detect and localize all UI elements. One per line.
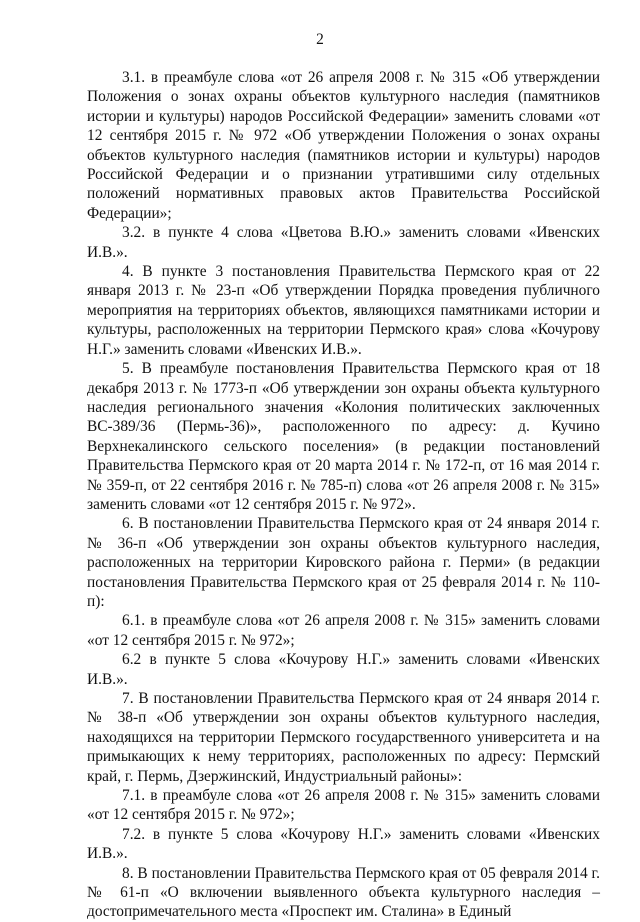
paragraph-5: 5. В преамбуле постановления Правительства Пермского края от 18 декабря 2013 г. № 1773-п «Об утверждении зон охраны объекта культурного наследия регионального значения «Колония политических заключенных ВС-389/36 (Пермь-36)», расположенного по адресу: д. Кучино Верхнекалинского сельского поселения» (в редакции постановлений Правительства Пермского края от 20 марта 2014 г. № 172-п, от 16 мая 2014 г. № 359-п, от 22 сентября 2016 г. № 785-п) слова «от 26 апреля 2008 г. № 315» заменить словами «от 12 сентября 2015 г. № 972».: [87, 360, 600, 513]
paragraph-7-2: 7.2. в пункте 5 слова «Кочурову Н.Г.» заменить словами «Ивенских И.В.».: [87, 825, 600, 863]
page-number: 2: [316, 31, 324, 48]
paragraph-6-2: 6.2 в пункте 5 слова «Кочурову Н.Г.» заменить словами «Ивенских И.В.».: [87, 651, 600, 688]
document-body: [87, 68, 600, 922]
paragraph-7: 7. В постановлении Правительства Пермского края от 24 января 2014 г. № 38-п «Об утверждении зон охраны объектов культурного наследия, находящихся на территории Пермского государственного университета и на примыкающих к нему территориях, расположенных по адресу: Пермский край, г. Пермь, Дзержинский, Индустриальный районы»:: [87, 690, 600, 785]
paragraph-4: 4. В пункте 3 постановления Правительства Пермского края от 22 января 2013 г. № 23-п «Об утверждении Порядка проведения публичного мероприятия на территориях объектов, являющихся памятниками истории и культуры, расположенных на территории Пермского края» слова «Кочурову Н.Г.» заменить словами «Ивенских И.В.».: [87, 263, 600, 358]
paragraph-6-1: 6.1. в преамбуле слова «от 26 апреля 2008 г. № 315» заменить словами «от 12 сентября 2015 г. № 972»;: [87, 612, 600, 649]
paragraph-6: 6. В постановлении Правительства Пермского края от 24 января 2014 г. № 36-п «Об утверждении зон охраны объектов культурного наследия, расположенных на территории Кировского района г. Перми» (в редакции постановления Правительства Пермского края от 25 февраля 2014 г. № 110-п):: [87, 515, 600, 610]
paragraph-3-2: 3.2. в пункте 4 слова «Цветова В.Ю.» заменить словами «Ивенских И.В.».: [87, 224, 600, 261]
paragraph-8: 8. В постановлении Правительства Пермского края от 05 февраля 2014 г. № 61-п «О включении выявленного объекта культурного наследия – достопримечательного места «Проспект им. Сталина» в Единый: [87, 864, 600, 921]
paragraph-7-1: 7.1. в преамбуле слова «от 26 апреля 2008 г. № 315» заменить словами «от 12 сентября 2015 г. № 972»;: [87, 787, 600, 824]
paragraph-3-1: 3.1. в преамбуле слова «от 26 апреля 2008 г. № 315 «Об утверждении Положения о зонах охраны объектов культурного наследия (памятников истории и культуры) народов Российской Федерации» заменить словами «от 12 сентября 2015 г. № 972 «Об утверждении Положения о зонах охраны объектов культурного наследия (памятников истории и культуры) народов Российской Федерации и о признании утратившими силу отдельных положений нормативных правовых актов Правительства Российской Федерации»;: [87, 69, 600, 222]
